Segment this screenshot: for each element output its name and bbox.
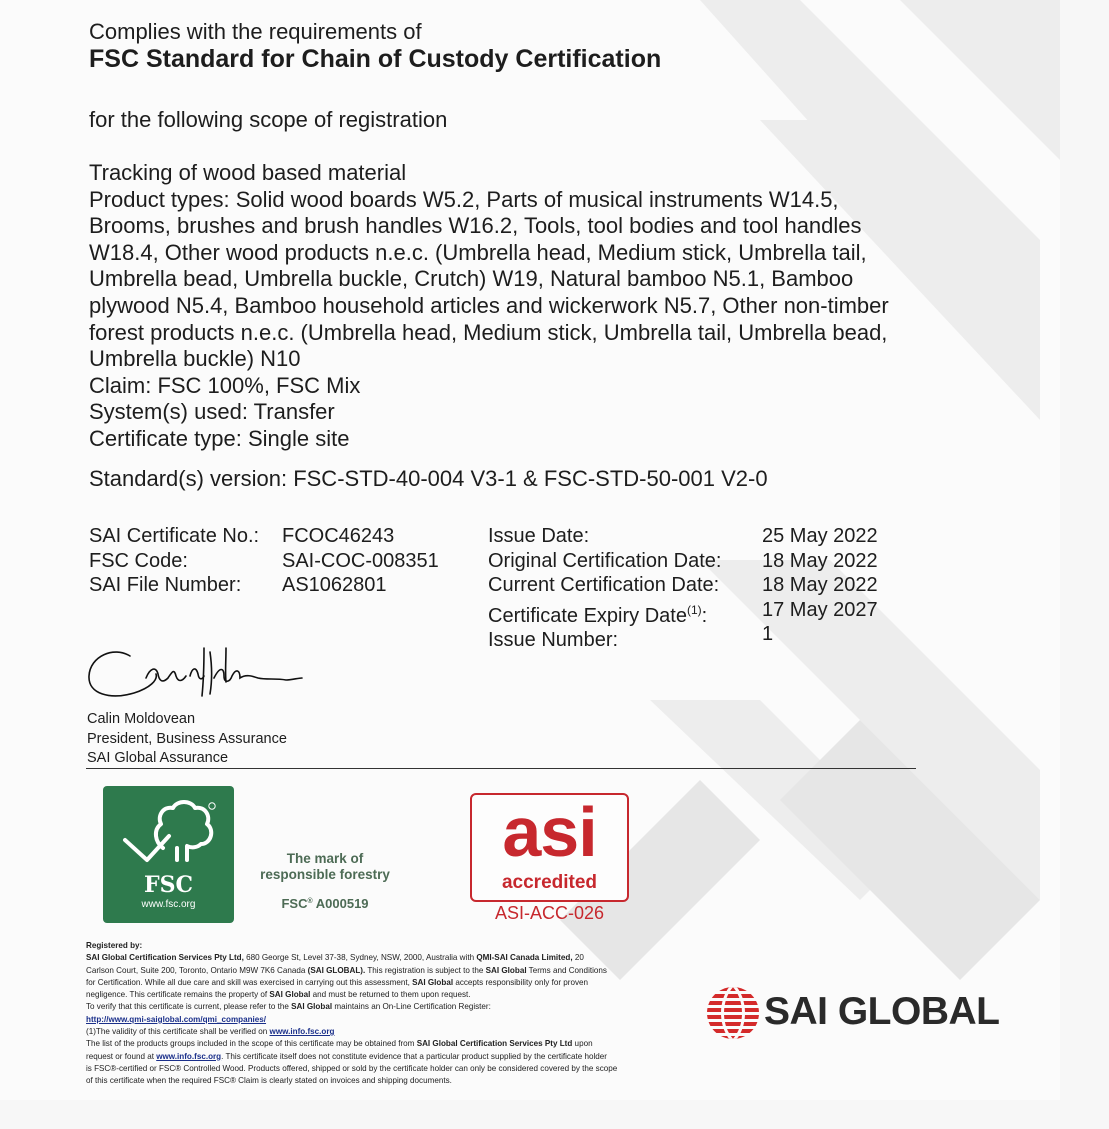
label: Issue Number: [488,629,619,651]
fsc-code: SAI-COC-008351 [282,549,439,572]
fsc-info-link[interactable]: www.info.fsc.org [269,1027,335,1037]
standard-version: Standard(s) version: FSC-STD-40-004 V3-1 & FSC-STD-50-001 V2-0 [89,466,768,491]
fine-line: Carlson Court, Suite 200, Toronto, Ontario M9W 7K6 Canada (SAI GLOBAL). This registration is subject to the SAI Global Terms and Conditions [86,965,607,975]
fsc-logo [103,786,234,923]
standard-title: FSC Standard for Chain of Custody Certification [89,45,662,73]
scope-line: Tracking of wood based material [89,160,407,185]
file-number: AS1062801 [282,574,387,596]
fine-line: Registered by: [86,941,143,950]
scope-line: System(s) used: Transfer [89,399,335,425]
register-link[interactable]: http://www.qmi-saiglobal.com/qmi_companies/ [86,1014,267,1024]
scope-line: Umbrella buckle) N10 [89,346,301,372]
label: Original Certification Date: [488,549,722,572]
fine-line: SAI Global Certification Services Pty Ltd, 680 George St, Level 37-38, Sydney, NSW, 2000, Australia with QMI-SAI Canada Limited, 20 [86,953,584,963]
fine-line: negligence. This certificate remains the property of SAI Global and must be returned to them upon request. [86,990,471,1000]
fine-line: request or found at www.info.fsc.org. This certificate itself does not constitute evidence that a particular product supplied by the certificate holder [86,1051,607,1061]
fine-line: is FSC®-certified or FSC® Controlled Wood. Products offered, shipped or sold by the certificate holder can only be considered covered by the scope [86,1063,618,1073]
original-cert-date: 18 May 2022 [762,549,878,572]
fsc-license-number: A000519 [315,896,369,911]
fsc-logo-url: www.fsc.org [141,899,196,910]
sai-global-globe-icon [705,985,761,1041]
cert-right-labels [488,524,721,653]
scope-line: W18.4, Other wood products n.e.c. (Umbrella head, Medium stick, Umbrella tail, [89,239,867,265]
asi-accreditation-code: ASI-ACC-026 [494,903,605,923]
asi-logo [470,793,629,902]
scope-line: Certificate type: Single site [89,425,350,451]
fine-line: (1)The validity of this certificate shall be verified on www.info.fsc.org [86,1027,335,1037]
signatory-org: SAI Global Assurance [87,750,229,766]
issue-date: 25 May 2022 [762,525,878,547]
complies-text: Complies with the requirements of [89,19,422,44]
sai-global-wordmark: SAI GLOBAL [764,990,1000,1033]
fine-line: for Certification. While all due care and skill was exercised in carrying out this assessment, SAI Global accepts responsibility only for proven [86,977,589,987]
issue-number: 1 [762,623,774,645]
fsc-info-link[interactable]: www.info.fsc.org [156,1051,222,1061]
cert-left-values [282,524,439,598]
expiry-label-row [488,598,721,629]
scope-block [89,160,949,453]
label: Issue Date: [488,525,590,547]
fine-line [86,1014,726,1026]
scope-line: Product types: Solid wood boards W5.2, Parts of musical instruments W14.5, [89,186,839,212]
current-cert-date: 18 May 2022 [762,574,878,596]
label: Certificate Expiry Date [488,604,687,627]
scope-line: Brooms, brushes and brush handles W16.2, Tools, tool bodies and tool handles [89,213,862,239]
scope-line: forest products n.e.c. (Umbrella head, Medium stick, Umbrella tail, Umbrella bead, [89,319,888,345]
fine-line: To verify that this certificate is current, please refer to the SAI Global maintains an On-Line Certification Register: [86,1002,491,1012]
footnote-mark: (1) [686,602,702,617]
tagline-line: responsible forestry [260,866,390,882]
scope-intro: for the following scope of registration [89,107,448,132]
label: Current Certification Date: [488,574,720,596]
fine-print [86,940,726,1088]
fine-line: of this certificate when the required FSC® Claim is clearly stated on invoices and shipping documents. [86,1076,452,1086]
fsc-license-prefix: FSC [281,896,308,911]
label: SAI File Number: [89,574,242,596]
scope-line: Umbrella bead, Umbrella buckle, Crutch) W19, Natural bamboo N5.1, Bamboo [89,266,854,292]
tagline-line: The mark of [286,851,364,866]
divider [86,768,916,769]
scope-line: Claim: FSC 100%, FSC Mix [89,372,361,398]
scope-line: plywood N5.4, Bamboo household articles and wickerwork N5.7, Other non-timber [89,292,889,318]
expiry-date: 17 May 2027 [762,598,878,621]
asi-accredited-text: accredited [501,872,598,893]
signature-image [86,638,306,708]
cert-left-labels [89,524,259,598]
fsc-tree-check-icon [103,786,234,876]
asi-logo-word: asi [502,793,597,871]
certificate-number: FCOC46243 [282,525,395,547]
fsc-tagline [250,851,400,882]
fsc-logo-word: FSC [143,872,194,898]
signatory-name: Calin Moldovean [87,711,196,727]
label: SAI Certificate No.: [89,525,260,547]
signatory-block [87,710,287,769]
label-colon: : [701,604,708,627]
label: FSC Code: [89,549,188,572]
fine-line: The list of the products groups included in the scope of this certificate may be obtained from SAI Global Certification Services Pty Ltd upon [86,1039,593,1049]
fsc-license-code: FSC® A000519 [281,896,369,911]
cert-right-values [762,524,878,647]
signatory-title: President, Business Assurance [87,730,287,747]
